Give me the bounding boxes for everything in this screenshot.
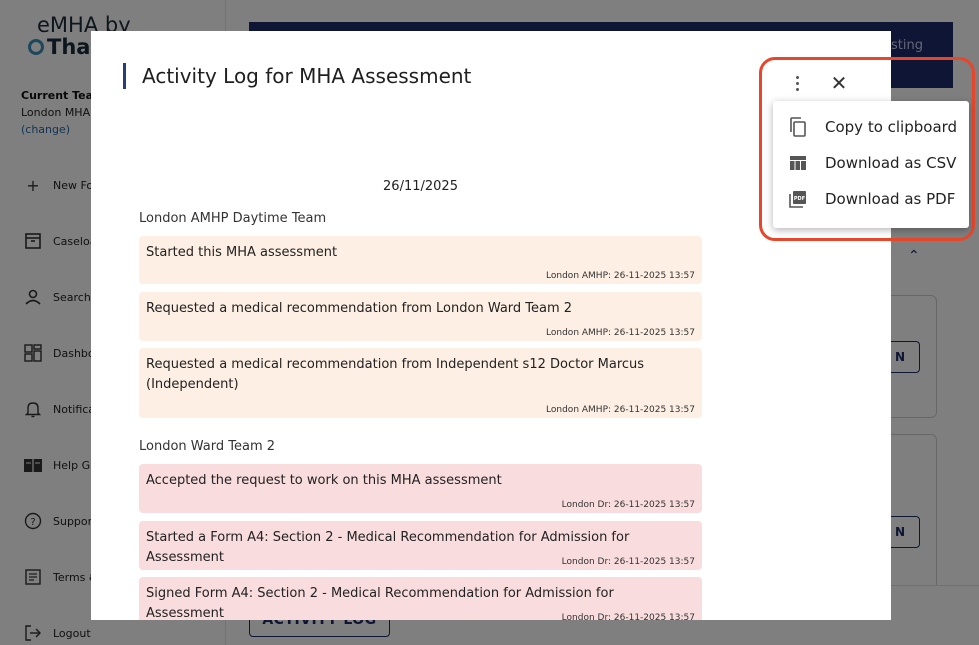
log-entry-meta: London AMHP: 26-11-2025 13:57 <box>546 328 695 338</box>
menu-item-label: Download as CSV <box>825 154 957 172</box>
log-entry-text: Accepted the request to work on this MHA assessment <box>146 473 502 488</box>
log-entry <box>139 348 702 418</box>
log-entry <box>139 464 702 513</box>
log-entry-text: Requested a medical recommendation from Independent s12 Doctor Marcus (Independent) <box>146 357 645 392</box>
log-entry <box>139 236 702 284</box>
svg-text:PDF: PDF <box>793 196 806 202</box>
pdf-icon <box>789 190 807 208</box>
log-entry-meta: London AMHP: 26-11-2025 13:57 <box>546 271 695 281</box>
copy-icon <box>789 118 807 136</box>
log-entry-meta: London AMHP: 26-11-2025 13:57 <box>546 405 695 415</box>
close-icon: ✕ <box>830 71 848 95</box>
menu-item-label: Download as PDF <box>825 190 956 208</box>
log-entry-text: Started a Form A4: Section 2 - Medical Recommendation for Admission for Assessment <box>146 530 630 565</box>
log-entry <box>139 521 702 570</box>
table-icon <box>789 154 807 172</box>
log-entry-text: Requested a medical recommendation from London Ward Team 2 <box>146 301 573 316</box>
menu-item-download-csv[interactable] <box>773 145 969 181</box>
log-entry-meta: London Dr: 26-11-2025 13:57 <box>561 613 695 620</box>
menu-item-label: Copy to clipboard <box>825 118 958 136</box>
log-entry-text: Signed Form A4: Section 2 - Medical Recommendation for Admission for Assessment <box>146 586 614 620</box>
group-heading: London Ward Team 2 <box>139 439 276 454</box>
export-menu <box>773 101 969 228</box>
menu-item-download-pdf[interactable] <box>773 181 969 217</box>
log-entry-meta: London Dr: 26-11-2025 13:57 <box>561 500 695 510</box>
menu-item-copy-to-clipboard[interactable] <box>773 109 969 145</box>
dialog-title: Activity Log for MHA Assessment <box>123 63 471 89</box>
group-heading: London AMHP Daytime Team <box>139 211 327 226</box>
log-date: 26/11/2025 <box>383 179 458 194</box>
log-entry <box>139 292 702 341</box>
log-entry-text: Started this MHA assessment <box>146 245 338 260</box>
log-entry-meta: London Dr: 26-11-2025 13:57 <box>561 557 695 567</box>
log-entry <box>139 577 702 620</box>
